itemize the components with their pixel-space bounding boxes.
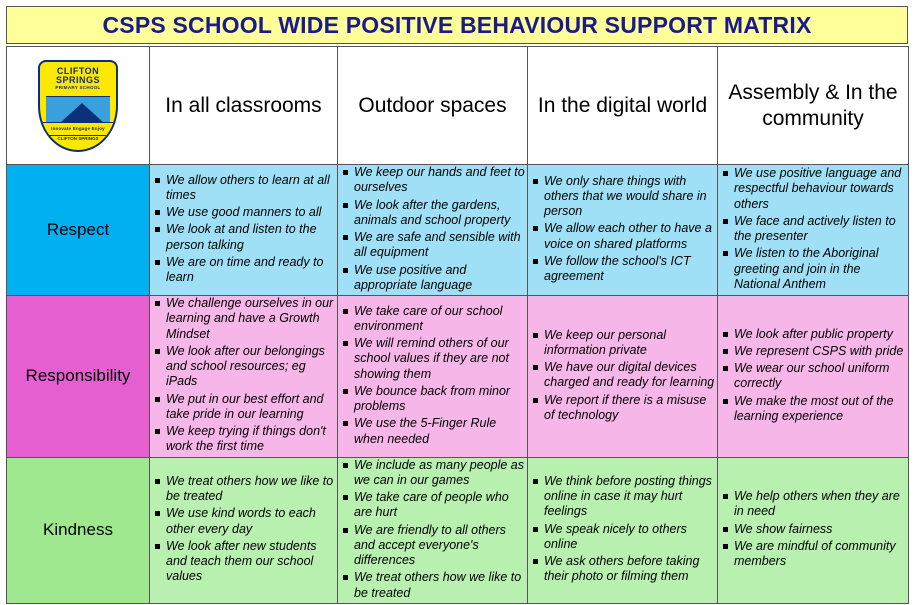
behaviour-matrix-table [6,46,909,604]
list-item: We face and actively listen to the presenter [734,214,908,245]
cell-respect-classrooms [150,165,338,296]
list-item: We look at and listen to the person talking [166,222,337,253]
list-item: We include as many people as we can in our games [354,458,527,489]
table-row-respect [7,165,909,296]
list-item: We put in our best effort and take pride in our learning [166,392,337,423]
cell-respect-assembly [718,165,909,296]
table-row-kindness [7,457,909,603]
header-row [7,47,909,165]
cell-responsibility-digital [528,296,718,458]
column-header-digital-world: In the digital world [528,47,718,165]
list-item: We bounce back from minor problems [354,384,527,415]
logo-foot-text: CLIFTON SPRINGS [57,135,99,141]
cell-kindness-digital [528,457,718,603]
logo-line-1: CLIFTON [56,65,100,76]
list-item: We look after our belongings and school resources; eg iPads [166,344,337,390]
column-header-outdoor-spaces: Outdoor spaces [338,47,528,165]
list-item: We take care of our school environment [354,304,527,335]
cell-kindness-outdoor [338,457,528,603]
page-title: CSPS SCHOOL WIDE POSITIVE BEHAVIOUR SUPPORT MATRIX [102,11,812,38]
cell-kindness-classrooms [150,457,338,603]
list-item: We treat others how we like to be treated [354,570,527,601]
list-item: We treat others how we like to be treated [166,474,337,505]
cell-respect-digital [528,165,718,296]
list-item: We take care of people who are hurt [354,490,527,521]
list-item: We look after public property [734,327,908,342]
row-label-respect: Respect [7,165,150,296]
row-label-responsibility: Responsibility [7,296,150,458]
list-item: We follow the school's ICT agreement [544,254,717,285]
school-logo-cell [7,47,150,165]
column-header-assembly-community: Assembly & In the community [718,47,909,165]
cell-responsibility-outdoor [338,296,528,458]
logo-line-3: PRIMARY SCHOOL [55,85,101,91]
list-item: We help others when they are in need [734,489,908,520]
logo-mountain-icon [46,96,110,123]
list-item: We keep our hands and feet to ourselves [354,165,527,196]
list-item: We will remind others of our school values if they are not showing them [354,336,527,382]
list-item: We think before posting things online in case it may hurt feelings [544,474,717,520]
logo-shield-icon [38,60,118,152]
column-header-in-all-classrooms: In all classrooms [150,47,338,165]
list-item: We allow others to learn at all times [166,173,337,204]
list-item: We keep our personal information private [544,328,717,359]
list-item: We use positive language and respectful behaviour towards others [734,166,908,212]
list-item: We use kind words to each other every day [166,506,337,537]
list-item: We wear our school uniform correctly [734,361,908,392]
list-item: We are on time and ready to learn [166,255,337,286]
list-item: We use good manners to all [166,205,337,220]
cell-respect-outdoor [338,165,528,296]
list-item: We are mindful of community members [734,539,908,570]
list-item: We represent CSPS with pride [734,344,908,359]
list-item: We speak nicely to others online [544,522,717,553]
cell-responsibility-classrooms [150,296,338,458]
list-item: We keep trying if things don't work the first time [166,424,337,455]
list-item: We only share things with others that we would share in person [544,174,717,220]
list-item: We listen to the Aboriginal greeting and join in the National Anthem [734,246,908,292]
list-item: We have our digital devices charged and ready for learning [544,360,717,391]
list-item: We challenge ourselves in our learning and have a Growth Mindset [166,296,337,342]
cell-responsibility-assembly [718,296,909,458]
table-row-responsibility [7,296,909,458]
list-item: We ask others before taking their photo or filming them [544,554,717,585]
logo-line-2: SPRINGS [55,74,100,85]
poster-title-bar [6,6,908,44]
list-item: We allow each other to have a voice on shared platforms [544,221,717,252]
list-item: We are safe and sensible with all equipment [354,230,527,261]
list-item: We make the most out of the learning experience [734,394,908,425]
list-item: We use the 5-Finger Rule when needed [354,416,527,447]
list-item: We show fairness [734,522,908,537]
cell-kindness-assembly [718,457,909,603]
row-label-kindness: Kindness [7,457,150,603]
list-item: We use positive and appropriate language [354,263,527,294]
school-logo [38,60,118,152]
list-item: We look after new students and teach them our school values [166,539,337,585]
list-item: We report if there is a misuse of technology [544,393,717,424]
list-item: We are friendly to all others and accept everyone's differences [354,523,527,569]
logo-banner-text: Innovate Engage Enjoy [42,122,114,136]
list-item: We look after the gardens, animals and school property [354,198,527,229]
